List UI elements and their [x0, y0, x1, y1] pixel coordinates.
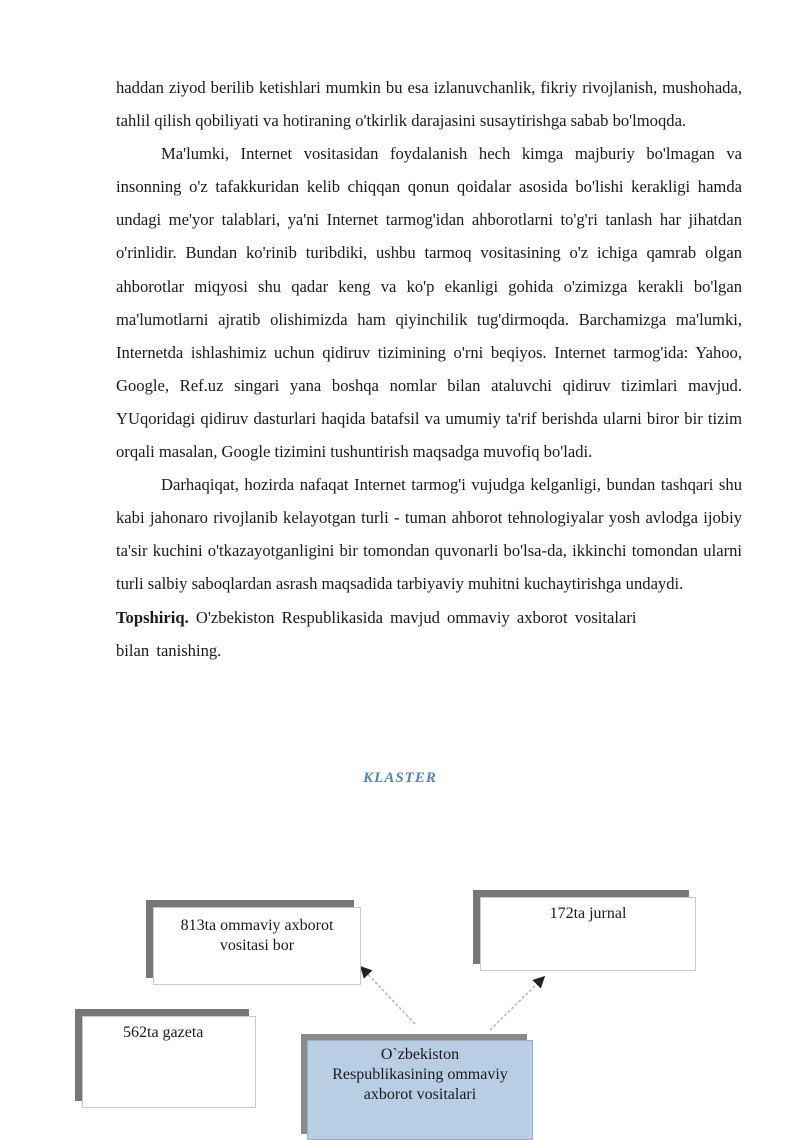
arrow-to-journal-box: [490, 978, 543, 1030]
media-count-line-2: vositasi bor: [219, 937, 295, 954]
task-label: Topshiriq.: [116, 607, 189, 627]
center-line-3: axborot vositalari: [363, 1086, 477, 1103]
journal-count-box: [480, 897, 696, 971]
task-text-1: O'zbekiston Respublikasida mavjud ommaviy axborot vositalari: [195, 607, 637, 627]
newspaper-count-label: 562ta gazeta: [123, 1024, 204, 1041]
task-line-2: bilan tanishing.: [116, 640, 222, 660]
media-count-line-1: 813ta ommaviy axborot: [180, 917, 334, 934]
paragraph-2: Ma'lumki, Internet vositasidan foydalanish hech kimga majburiy bo'lmagan va insonning o'z tafakkuridan kelib chiqqan qonun qoidalar asosida bo'lishi kerakligi hamda undagi me'yor talablari, ya'ni Internet tarmog'idan ahborotlarni to'g'ri tanlash har jihatdan o'rinlidir. Bundan ko'rinib turibdiki, ushbu tarmoq vositasining o'z ichiga qamrab olgan ahborotlar miqyosi shu qadar keng va ko'p ekanligi gohida o'zimizga kerakli bo'lgan ma'lumotlarni ajratib olishimizda ham qiyinchilik tug'dirmoqda. Barchamizga ma'lumki, Internetda ishlashimiz uchun qidiruv tizimining o'rni beqiyos. Internet tarmog'ida: Yahoo, Google, Ref.uz singari yana boshqa nomlar bilan ataluvchi qidiruv tizimlari mavjud. YUqoridagi qidiruv dasturlari haqida batafsil va umumiy ta'rif berishda ularni biror bir tizim orqali masalan, Google tizimini tushuntirish maqsadga muvofiq bo'ladi.: [116, 144, 742, 462]
cluster-center-box: [307, 1040, 533, 1140]
journal-count-label: 172ta jurnal: [549, 905, 627, 922]
paragraph-1: haddan ziyod berilib ketishlari mumkin bu esa izlanuvchanlik, fikriy rivojlanish, mushohada, tahlil qilish qobiliyati va hotiraning o'tkirlik darajasini susaytirishga sabab bo'lmoqda.: [116, 78, 742, 131]
paragraph-3: Darhaqiqat, hozirda nafaqat Internet tarmog'i vujudga kelganligi, bundan tashqari shu kabi jahonaro rivojlanib kelayotgan turli - tuman ahborot tehnologiyalar yosh avlodga ijobiy ta'sir kuchini o'tkazayotganligini bir tomondan quvonarli bo'lsa-da, ikkinchi tomondan ularni turli salbiy saboqlardan asrash maqsadida tarbiyaviy muhitni kuchaytirishga undaydi.: [116, 475, 742, 594]
cluster-title: KLASTER: [363, 770, 437, 786]
arrow-to-media-box: [362, 968, 415, 1024]
center-line-1: O`zbekiston: [380, 1046, 460, 1063]
center-line-2: Respublikasining ommaviy: [332, 1066, 508, 1083]
media-count-box: [153, 907, 361, 985]
newspaper-count-box: [82, 1016, 256, 1108]
